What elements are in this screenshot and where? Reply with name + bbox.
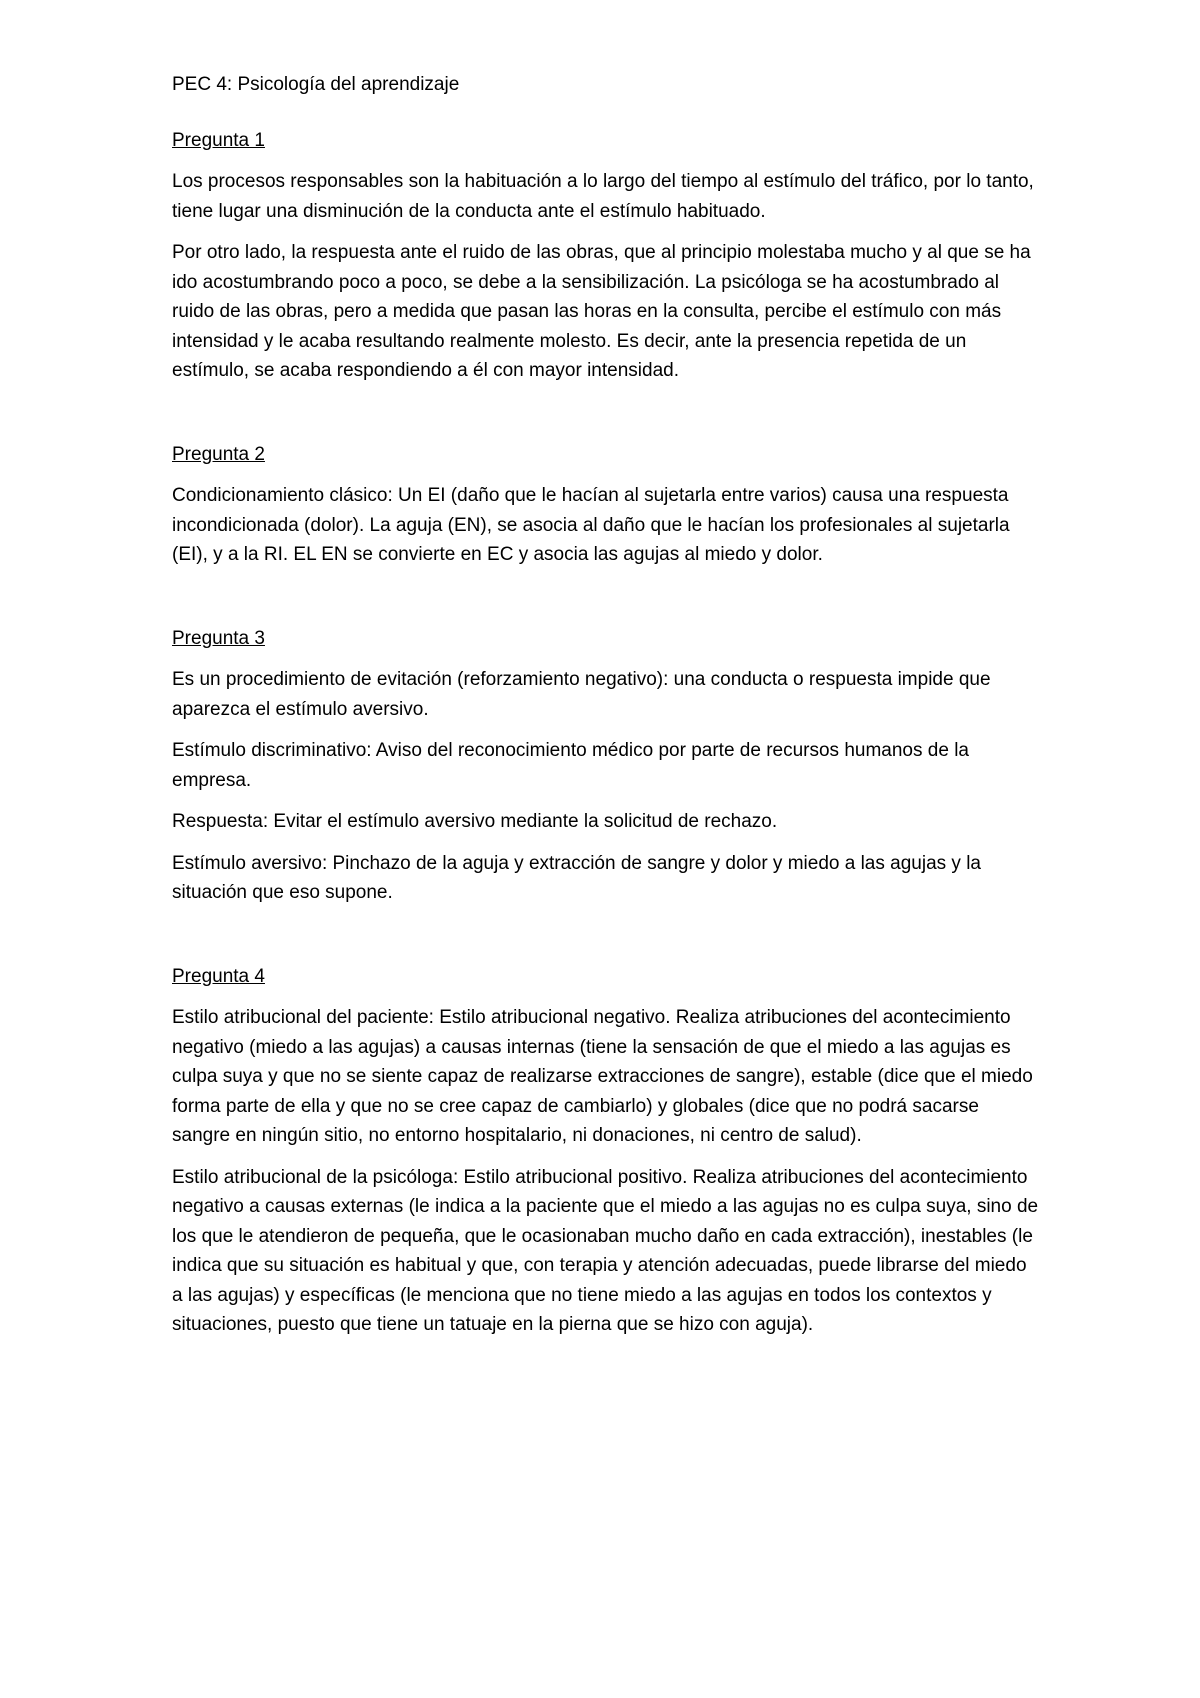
section-heading: Pregunta 2 (172, 443, 265, 465)
paragraph: Estilo atribucional de la psicóloga: Estilo atribucional positivo. Realiza atribuciones del acontecimiento negativo a causas externas (le indica a la paciente que el miedo a las agujas no es culpa suya, sino de los que le atendieron de pequeña, que le ocasionaban mucho daño en cada extracción), inestables (le indica que su situación es habitual y que, con terapia y atención adecuadas, puede librarse del miedo a las agujas) y específicas (le menciona que no tiene miedo a las agujas en todos los contextos y situaciones, puesto que tiene un tatuaje en la pierna que se hizo con aguja). (172, 1166, 1039, 1335)
section-pregunta-2 (172, 440, 1042, 570)
section-spacer (172, 920, 1042, 962)
section-heading: Pregunta 3 (172, 627, 265, 649)
paragraph: Estilo atribucional del paciente: Estilo atribucional negativo. Realiza atribuciones del acontecimiento negativo (miedo a las agujas) a causas internas (tiene la sensación de que el miedo a las agujas es culpa suya y que no se siente capaz de realizarse extracciones de sangre), estable (dice que el miedo forma parte de ella y que no se cree capaz de cambiarlo) y globales (dice que no podrá sacarse sangre en ningún sitio, no entorno hospitalario, ni donaciones, ni centro de salud). (172, 1007, 1033, 1146)
paragraph: Condicionamiento clásico: Un EI (daño que le hacían al sujetarla entre varios) causa una respuesta incondicionada (dolor). La aguja (EN), se asocia al daño que le hacían los profesionales al sujetarla (EI), y a la RI. EL EN se convierte en EC y asocia las agujas al miedo y dolor. (172, 485, 1010, 565)
section-heading: Pregunta 1 (172, 129, 265, 151)
section-spacer (172, 582, 1042, 624)
section-heading: Pregunta 4 (172, 965, 265, 987)
paragraph: Respuesta: Evitar el estímulo aversivo mediante la solicitud de rechazo. (172, 811, 778, 832)
paragraph: Por otro lado, la respuesta ante el ruido de las obras, que al principio molestaba mucho y al que se ha ido acostumbrando poco a poco, se debe a la sensibilización. La psicóloga se ha acostumbrado al ruido de las obras, pero a medida que pasan las horas en la consulta, percibe el estímulo con más intensidad y le acaba resultando realmente molesto. Es decir, ante la presencia repetida de un estímulo, se acaba respondiendo a él con mayor intensidad. (172, 242, 1031, 381)
paragraph: Estímulo aversivo: Pinchazo de la aguja y extracción de sangre y dolor y miedo a las agujas y la situación que eso supone. (172, 852, 981, 903)
document-title: PEC 4: Psicología del aprendizaje (172, 74, 460, 95)
section-pregunta-3 (172, 624, 1042, 908)
paragraph: Estímulo discriminativo: Aviso del reconocimiento médico por parte de recursos humanos de la empresa. (172, 740, 969, 791)
document-page (172, 70, 1042, 1352)
paragraph: Los procesos responsables son la habituación a lo largo del tiempo al estímulo del tráfico, por lo tanto, tiene lugar una disminución de la conducta ante el estímulo habituado. (172, 171, 1034, 222)
section-spacer (172, 398, 1042, 440)
section-pregunta-1 (172, 126, 1042, 386)
paragraph: Es un procedimiento de evitación (reforzamiento negativo): una conducta o respuesta impide que aparezca el estímulo aversivo. (172, 669, 991, 720)
section-pregunta-4 (172, 962, 1042, 1340)
